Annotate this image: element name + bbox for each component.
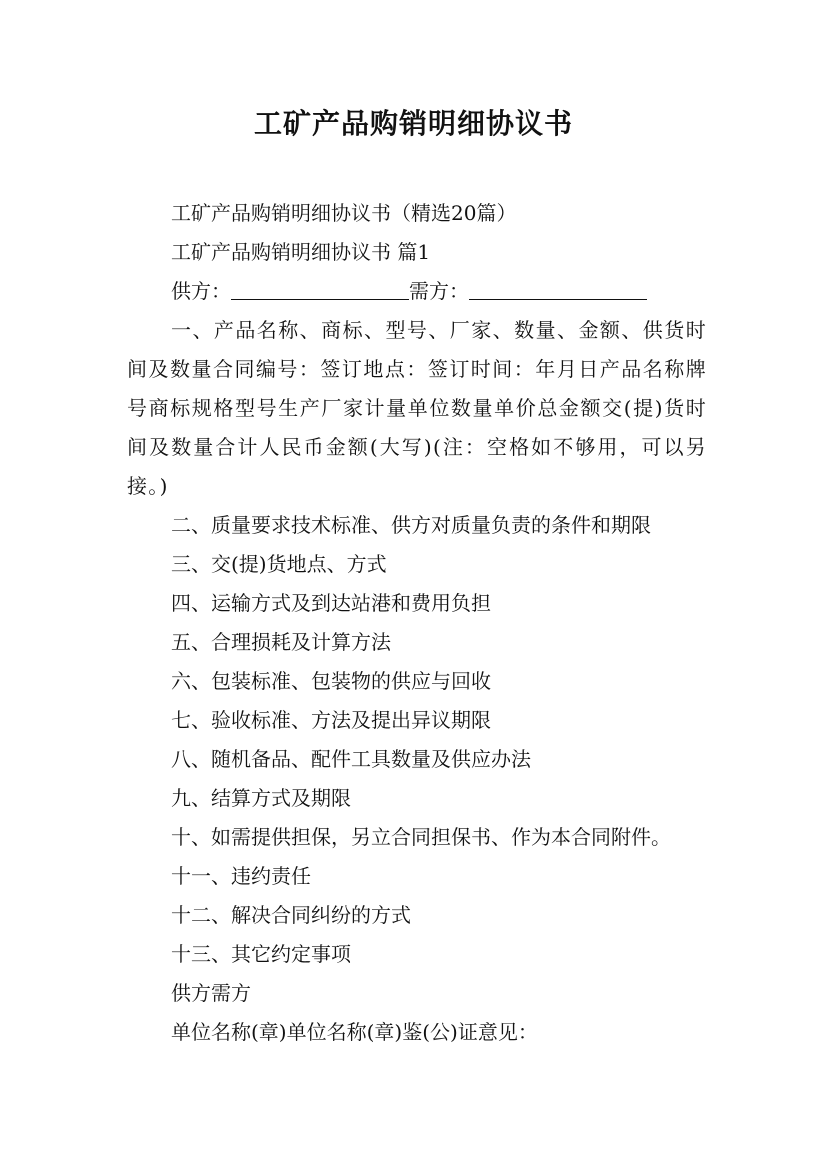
- signature-parties: 供方需方: [171, 981, 251, 1005]
- buyer-blank: [469, 277, 647, 300]
- clause-item: 六、包装标准、包装物的供应与回收: [171, 669, 491, 693]
- buyer-label: 需方：: [409, 279, 469, 303]
- document-body: [127, 194, 707, 1052]
- clause-item: 十二、解决合同纠纷的方式: [171, 903, 411, 927]
- clause-item: 十、如需提供担保，另立合同担保书、作为本合同附件。: [171, 825, 671, 849]
- clause-item: 八、随机备品、配件工具数量及供应办法: [171, 747, 531, 771]
- clause-item: 五、合理损耗及计算方法: [171, 630, 391, 654]
- clause-item: 十三、其它约定事项: [171, 942, 351, 966]
- clause-item: 十一、违约责任: [171, 864, 311, 888]
- clause-item: 七、验收标准、方法及提出异议期限: [171, 708, 491, 732]
- clause-1-paragraph: 一、产品名称、商标、型号、厂家、数量、金额、供货时间及数量合同编号：签订地点：签订时间：年月日产品名称牌号商标规格型号生产厂家计量单位数量单价总金额交(提)货时间及数量合计人民币金额(大写)(注：空格如不够用，可以另接。): [127, 318, 707, 498]
- supplier-blank: [231, 277, 409, 300]
- document-subtitle: 工矿产品购销明细协议书（精选20篇）: [171, 201, 517, 225]
- signature-units: 单位名称(章)单位名称(章)鉴(公)证意见：: [171, 1020, 538, 1044]
- clause-item: 二、质量要求技术标准、供方对质量负责的条件和期限: [171, 513, 651, 537]
- section-heading: 工矿产品购销明细协议书 篇1: [171, 240, 431, 264]
- document-title: 工矿产品购销明细协议书: [253, 107, 573, 140]
- clause-item: 九、结算方式及期限: [171, 786, 351, 810]
- parties-line: [127, 272, 707, 311]
- supplier-label: 供方：: [171, 279, 231, 303]
- clause-item: 四、运输方式及到达站港和费用负担: [171, 591, 491, 615]
- clause-item: 三、交(提)货地点、方式: [171, 552, 387, 576]
